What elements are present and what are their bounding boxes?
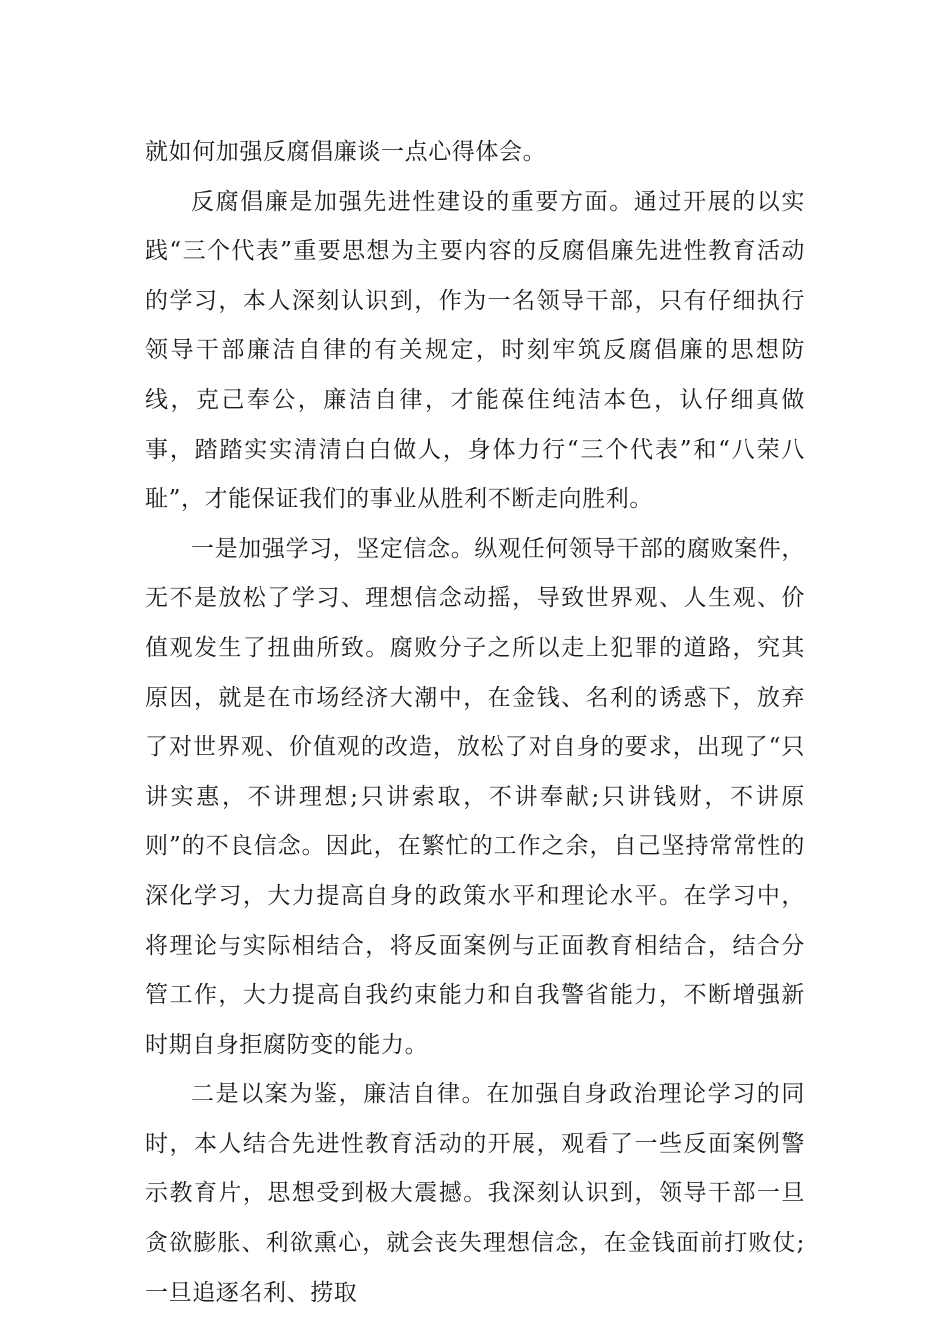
paragraph-2: 反腐倡廉是加强先进性建设的重要方面。通过开展的以实践“三个代表”重要思想为主要内容的反腐倡廉先进性教育活动的学习，本人深刻认识到，作为一名领导干部，只有仔细执行领导干部廉洁自律的有关规定，时刻牢筑反腐倡廉的思想防线，克己奉公，廉洁自律，才能葆住纯洁本色，认仔细真做事，踏踏实实清清白白做人，身体力行“三个代表”和“八荣八耻”，才能保证我们的事业从胜利不断走向胜利。 <box>145 188 805 513</box>
paragraph-1: 就如何加强反腐倡廉谈一点心得体会。 <box>145 139 547 165</box>
document-body <box>145 128 805 1318</box>
paragraph-4: 二是以案为鉴，廉洁自律。在加强自身政治理论学习的同时，本人结合先进性教育活动的开展，观看了一些反面案例警示教育片，思想受到极大震撼。我深刻认识到，领导干部一旦贪欲膨胀、利欲熏心，就会丧失理想信念，在金钱面前打败仗;一旦追逐名利、捞取 <box>145 1081 805 1306</box>
paragraph-3: 一是加强学习，坚定信念。纵观任何领导干部的腐败案件，无不是放松了学习、理想信念动摇，导致世界观、人生观、价值观发生了扭曲所致。腐败分子之所以走上犯罪的道路，究其原因，就是在市场经济大潮中，在金钱、名利的诱惑下，放弃了对世界观、价值观的改造，放松了对自身的要求，出现了“只讲实惠，不讲理想;只讲索取，不讲奉献;只讲钱财，不讲原则”的不良信念。因此，在繁忙的工作之余，自己坚持常常性的深化学习，大力提高自身的政策水平和理论水平。在学习中，将理论与实际相结合，将反面案例与正面教育相结合，结合分管工作，大力提高自我约束能力和自我警省能力，不断增强新时期自身拒腐防变的能力。 <box>145 535 805 1058</box>
